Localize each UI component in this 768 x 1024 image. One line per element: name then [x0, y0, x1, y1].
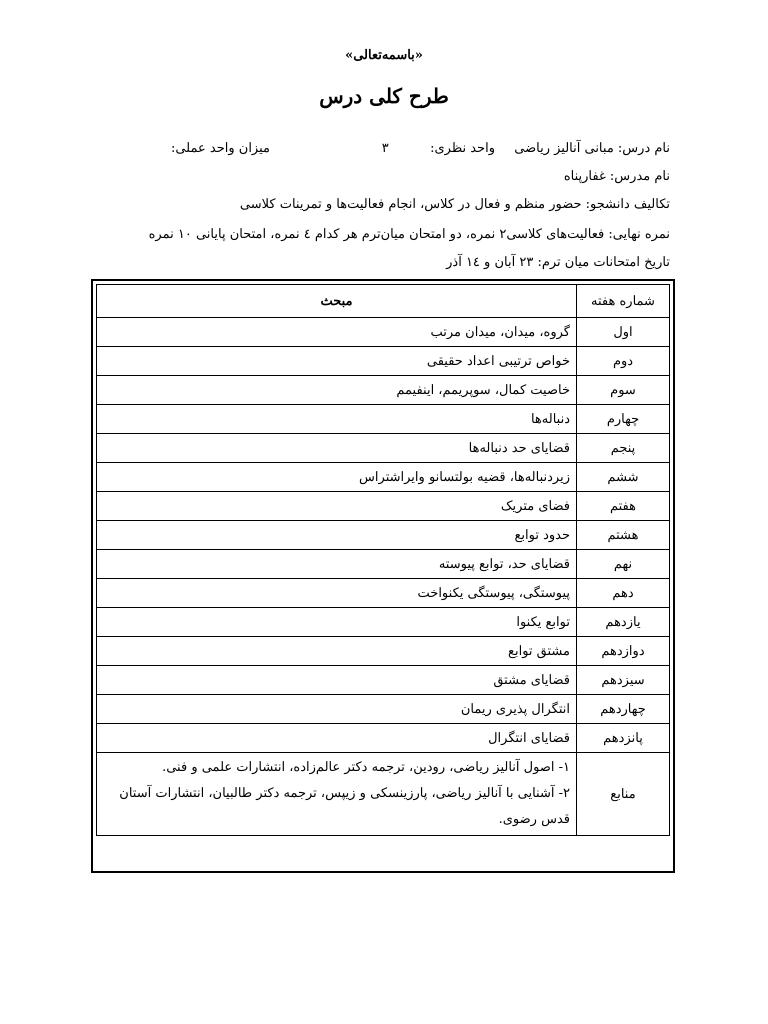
table-row — [97, 492, 670, 521]
week-cell: چهاردهم — [577, 695, 670, 724]
table-row — [97, 347, 670, 376]
course-name — [514, 140, 670, 158]
table-row — [97, 666, 670, 695]
topic-cell: پیوستگی، پیوستگی یکنواخت — [97, 579, 577, 608]
course-name-value: مبانی آنالیز ریاضی — [514, 141, 614, 156]
topic-cell: انتگرال پذیری ریمان — [97, 695, 577, 724]
header-topic: مبحث — [97, 285, 577, 318]
grading-scheme: نمره نهایی: فعالیت‌های کلاسی۲ نمره، دو امتحان میان‌ترم هر کدام ٤ نمره، امتحان پایانی ۱۰ نمره — [148, 227, 670, 242]
topic-cell: دنباله‌ها — [97, 405, 577, 434]
table-row — [97, 608, 670, 637]
week-cell: نهم — [577, 550, 670, 579]
page-title: طرح کلی درس — [319, 84, 449, 108]
theory-units-value: ۳ — [381, 141, 389, 156]
week-cell: هفتم — [577, 492, 670, 521]
topic-cell: حدود توابع — [97, 521, 577, 550]
schedule-table — [96, 284, 670, 836]
week-cell: هشتم — [577, 521, 670, 550]
week-cell: چهارم — [577, 405, 670, 434]
instructor-value: غفارپناه — [563, 169, 606, 184]
table-row — [97, 579, 670, 608]
week-cell: ششم — [577, 463, 670, 492]
table-row — [97, 695, 670, 724]
topic-cell: قضایای انتگرال — [97, 724, 577, 753]
table-row — [97, 318, 670, 347]
instructor-line — [90, 168, 670, 186]
table-row — [97, 463, 670, 492]
week-cell: دوم — [577, 347, 670, 376]
week-cell: پنجم — [577, 434, 670, 463]
theory-units — [382, 140, 495, 158]
sources-cell — [97, 753, 577, 836]
basmala: «باسمه‌تعالی» — [345, 48, 423, 63]
table-row — [97, 376, 670, 405]
topic-cell: مشتق توابع — [97, 637, 577, 666]
topic-cell: قضایای مشتق — [97, 666, 577, 695]
week-cell: یازدهم — [577, 608, 670, 637]
source-item: ۱- اصول آنالیز ریاضی، رودین، ترجمه دکتر عالم‌زاده، انتشارات علمی و فنی. — [162, 760, 570, 775]
topic-cell: خاصیت کمال، سوپریمم، اینفیمم — [97, 376, 577, 405]
topic-cell: قضایای حد، توابع پیوسته — [97, 550, 577, 579]
table-row — [97, 724, 670, 753]
week-cell: دوازدهم — [577, 637, 670, 666]
topic-cell: گروه، میدان، میدان مرتب — [97, 318, 577, 347]
table-row — [97, 521, 670, 550]
instructor-label: نام مدرس: — [609, 169, 670, 184]
table-row — [97, 434, 670, 463]
source-item: ۲- آشنایی با آنالیز ریاضی، پارزینسکی و زیپس، ترجمه دکتر طالبیان، انتشارات آستان قدس رضوی. — [119, 786, 570, 827]
table-row — [97, 405, 670, 434]
topic-cell: قضایای حد دنباله‌ها — [97, 434, 577, 463]
course-info-line — [90, 140, 670, 158]
week-cell: اول — [577, 318, 670, 347]
table-header-row — [97, 285, 670, 318]
theory-units-label: واحد نظری: — [430, 141, 495, 156]
week-cell: دهم — [577, 579, 670, 608]
midterm-dates: تاریخ امتحانات میان ترم: ۲۳ آبان و ۱٤ آذر — [446, 255, 670, 270]
topic-cell: خواص ترتیبی اعداد حقیقی — [97, 347, 577, 376]
topic-cell: زیردنباله‌ها، قضیه بولتسانو وایراشتراس — [97, 463, 577, 492]
week-cell: سیزدهم — [577, 666, 670, 695]
header-week-number: شماره هفته — [577, 285, 670, 318]
topic-cell: توابع یکنوا — [97, 608, 577, 637]
table-row — [97, 550, 670, 579]
table-row — [97, 637, 670, 666]
week-cell: سوم — [577, 376, 670, 405]
week-cell: پانزدهم — [577, 724, 670, 753]
sources-label: منابع — [577, 753, 670, 836]
course-name-label: نام درس: — [617, 141, 670, 156]
practical-units-label: میزان واحد عملی: — [170, 141, 270, 156]
schedule-table-frame — [91, 279, 675, 873]
sources-row — [97, 753, 670, 836]
topic-cell: فضای متریک — [97, 492, 577, 521]
student-duties: تکالیف دانشجو: حضور منظم و فعال در کلاس، انجام فعالیت‌ها و تمرینات کلاسی — [239, 197, 670, 212]
